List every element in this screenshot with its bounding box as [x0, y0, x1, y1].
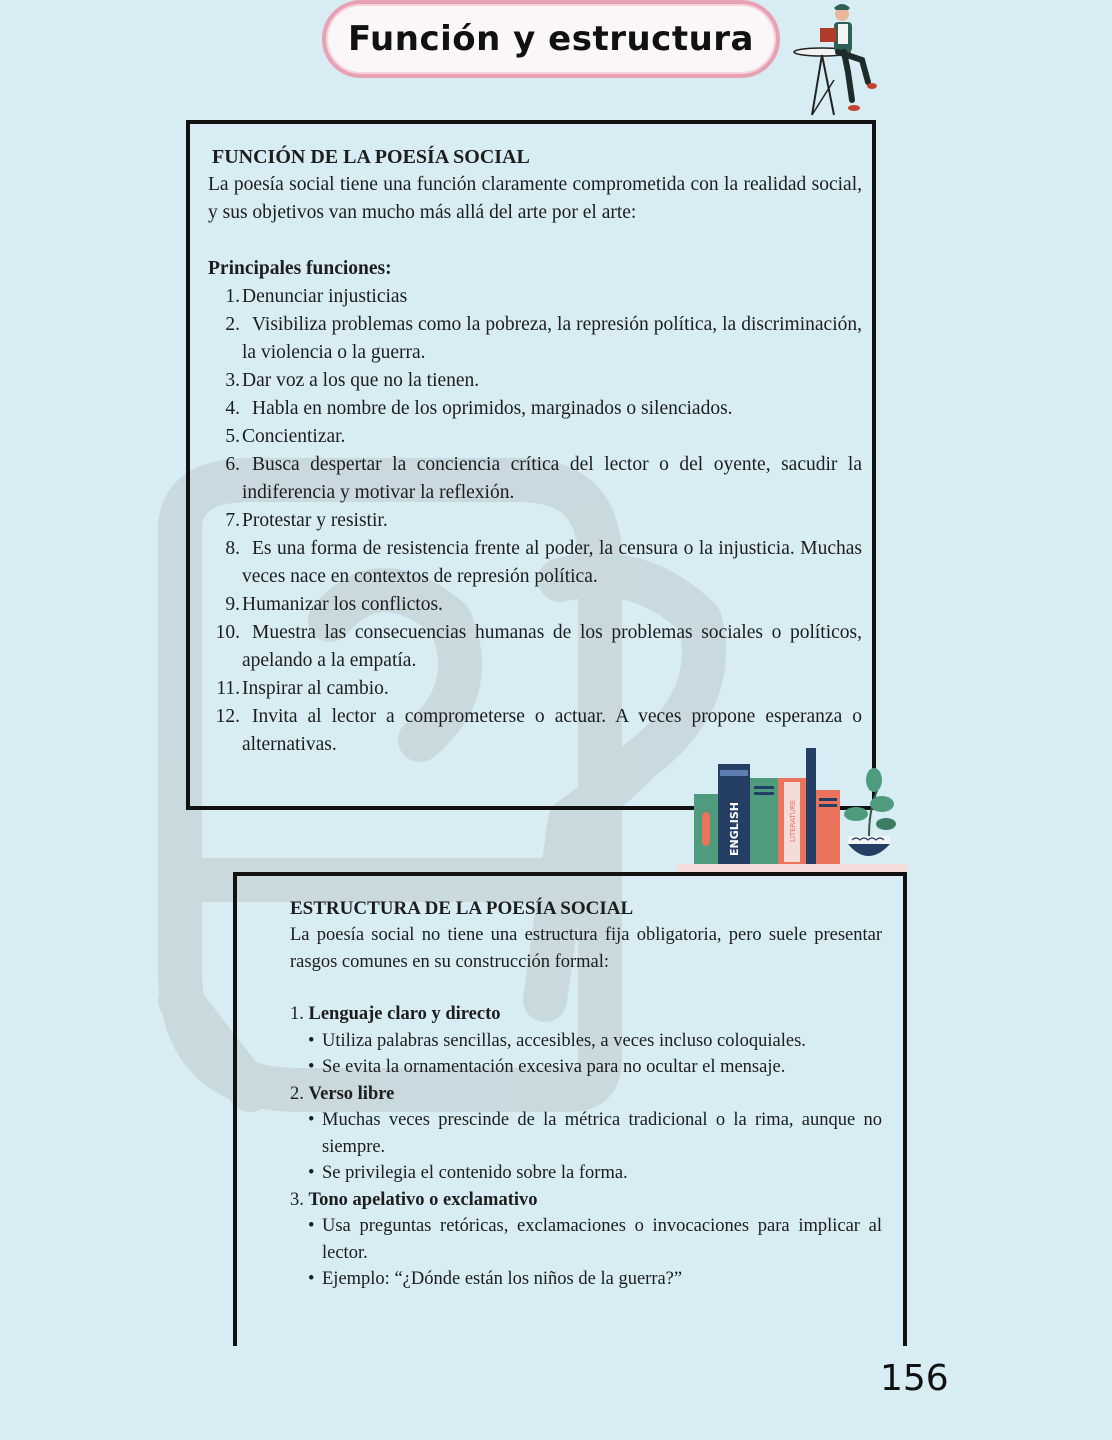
list-item [208, 535, 862, 591]
item-number: 3. [290, 1189, 304, 1210]
bullet-item: • Ejemplo: “¿Dónde están los niños de la guerra?” [308, 1266, 882, 1293]
bullet-list [290, 1107, 882, 1187]
item-number: 2. [290, 1083, 304, 1104]
estructura-section [233, 872, 907, 1346]
item-text: Muestra las consecuencias humanas de los problemas sociales o políticos, apelando a la empatía. [242, 622, 862, 671]
list-item [208, 675, 862, 703]
bullet-list [290, 1213, 882, 1293]
list-item [208, 591, 862, 619]
list-item [290, 1187, 882, 1293]
item-number: 5. [225, 426, 240, 447]
item-text: Protestar y resistir. [242, 510, 388, 531]
item-text: Humanizar los conflictos. [242, 594, 443, 615]
item-number: 12. [215, 706, 240, 727]
item-number: 8. [225, 538, 240, 559]
list-item [208, 311, 862, 367]
item-number: 6. [225, 454, 240, 475]
item-label: Lenguaje claro y directo [308, 1004, 501, 1024]
item-number: 3. [225, 370, 240, 391]
reader-illustration [782, 0, 882, 120]
item-text: Invita al lector a comprometerse o actuar. A veces propone esperanza o alternativas. [242, 706, 862, 755]
list-item [208, 423, 862, 451]
funciones-list [208, 283, 862, 759]
item-number: 1. [225, 286, 240, 307]
item-text: Concientizar. [242, 426, 346, 447]
bullet-list [290, 1028, 882, 1081]
books-illustration [676, 744, 908, 878]
item-text: Inspirar al cambio. [242, 678, 389, 699]
item-number: 10. [215, 622, 240, 643]
bullet-item: • Se evita la ornamentación excesiva para no ocultar el mensaje. [308, 1054, 882, 1081]
item-text: Denunciar injusticias [242, 286, 408, 307]
estructura-list [290, 1001, 882, 1293]
item-text: Visibiliza problemas como la pobreza, la represión política, la discriminación, la violencia o la guerra. [242, 314, 862, 363]
bullet-item: • Utiliza palabras sencillas, accesibles, a veces incluso coloquiales. [308, 1028, 882, 1055]
list-item [208, 395, 862, 423]
estructura-intro: La poesía social no tiene una estructura fija obligatoria, pero suele presentar rasgos comunes en su construcción formal: [290, 925, 882, 972]
item-text: Habla en nombre de los oprimidos, marginados o silenciados. [252, 398, 733, 419]
item-number: 4. [225, 398, 240, 419]
item-label: Verso libre [308, 1083, 395, 1104]
list-item [208, 619, 862, 675]
list-item [208, 451, 862, 507]
item-number: 7. [225, 510, 240, 531]
funcion-heading: FUNCIÓN DE LA POESÍA SOCIAL [212, 146, 530, 168]
bullet-item: • Se privilegia el contenido sobre la forma. [308, 1160, 882, 1187]
list-item [290, 1001, 882, 1081]
item-label: Tono apelativo o exclamativo [308, 1189, 538, 1210]
list-item [208, 507, 862, 535]
page-number: 156 [880, 1358, 949, 1399]
list-item [208, 367, 862, 395]
estructura-heading: ESTRUCTURA DE LA POESÍA SOCIAL [290, 898, 634, 919]
item-number: 11. [216, 678, 240, 699]
bullet-item: • Usa preguntas retóricas, exclamaciones o invocaciones para implicar al lector. [308, 1213, 882, 1266]
item-number: 2. [225, 314, 240, 335]
page-title: Función y estructura [348, 19, 754, 59]
item-text: Dar voz a los que no la tienen. [242, 370, 480, 391]
funcion-section [186, 120, 876, 810]
funcion-subheading: Principales funciones: [208, 258, 392, 279]
english-book-label: ENGLISH [728, 802, 741, 856]
bullet-item: • Muchas veces prescinde de la métrica tradicional o la rima, aunque no siempre. [308, 1107, 882, 1160]
item-number: 9. [225, 594, 240, 615]
item-text: Es una forma de resistencia frente al poder, la censura o la injusticia. Muchas veces nace en contextos de represión política. [242, 538, 862, 587]
literature-book-label: LITERATURE [789, 799, 797, 842]
item-text: Busca despertar la conciencia crítica del lector o del oyente, sacudir la indiferencia y motivar la reflexión. [242, 454, 862, 503]
page-title-pill [322, 0, 780, 78]
item-number: 1. [290, 1004, 304, 1024]
list-item [290, 1081, 882, 1187]
list-item [208, 283, 862, 311]
funcion-intro: La poesía social tiene una función claramente comprometida con la realidad social, y sus objetivos van mucho más allá del arte por el arte: [208, 174, 862, 223]
